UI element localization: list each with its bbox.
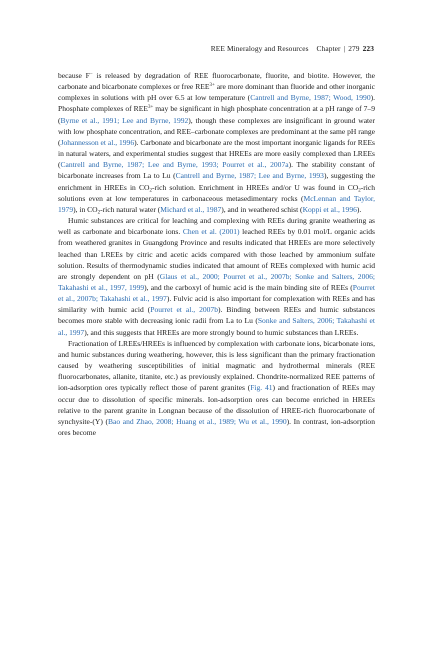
text-run: leached REEs by 0.01 mol/L organic acids from weathered granites in Guangdong Province and results indicated that HREEs are more selectively leached than LREEs by citric and acetic acids compared with those leached by ammonium sulfate solution. Results of thermodynamic studies indicated that amount of REEs complexed with humic acid are strongly dependent on pH ( (58, 227, 375, 281)
text-run: ). Phosphate complexes of REE (58, 93, 375, 114)
paragraph (58, 70, 375, 215)
citation-link[interactable]: McLennan and Taylor, 1979 (58, 193, 375, 214)
citation-link[interactable]: Chen et al. (2001) (182, 227, 240, 237)
text-run: -rich natural water ( (100, 204, 161, 214)
subscript: 2 (149, 188, 152, 194)
text-run: ). Binding between REEs and humic substances becomes more stable with decreasing ionic radii from La to Lu ( (58, 305, 375, 326)
page-number: 223 (362, 44, 374, 53)
citation-link[interactable]: Glaus et al., 2000; Pourret et al., 2007b; Sonke and Salters, 2006; Takahashi et al., 1997, 1999 (58, 271, 375, 292)
text-run: because F (58, 71, 90, 80)
chapter-label: Chapter (316, 44, 341, 53)
citation-link[interactable]: Cantrell and Byrne, 1987; Wood, 1990 (250, 93, 371, 103)
text-run: are more dominant than fluoride and other inorganic complexes in solutions with pH over 6.5 at low temperature ( (58, 82, 375, 103)
text-run: -rich solutions even at low temperatures in carbonaceous metasedimentary rocks ( (58, 182, 376, 203)
text-run: ), though these complexes are insignificant in ground water with low phosphate concentration, and REE–carbonate complexes are predominant at the same pH range ( (58, 115, 376, 147)
text-run: ) and fractionation of REEs may occur due to dissolution of specific minerals. Ion-adsorption ores can become enriched in HREEs relative to the parent granite in Longnan because of the dissolution of HREE-rich fluorocarbonate of synchysite-(Y) ( (58, 383, 375, 426)
citation-link[interactable]: Johannesson et al., 1996 (60, 137, 135, 147)
chapter-number: 279 (348, 44, 360, 53)
text-run: ), in CO (73, 204, 98, 214)
text-run: ). (356, 204, 362, 214)
subscript: 2 (97, 210, 101, 216)
text-run: -rich solution. Enrichment in HREEs and/or U was found in CO (151, 182, 359, 192)
paragraph (58, 338, 375, 438)
paragraph (58, 215, 375, 338)
text-run: Humic substances are critical for leaching and complexing with REEs during granite weathering as well as carbonate and bicarbonate ions. (58, 216, 375, 237)
text-run: ). The stability constant of bicarbonate increases from La to Lu ( (58, 160, 375, 181)
superscript: 3+ (209, 83, 215, 89)
citation-link[interactable]: Cantrell and Byrne, 1987; Lee and Byrne, 1993; Pourret et al., 2007a (60, 160, 289, 170)
subscript: 2 (358, 188, 361, 194)
text-run: is released by degradation of REE fluorocarbonate, fluorite, and biotite. However, the carbonate and bicarbonate complexes or free REE (58, 71, 376, 92)
text-run: Fractionation of LREEs/HREEs is influenced by complexation with carbonate ions, bicarbonate ions, and humic substances during weathering, however, this is less significant than the primary fractionation caused by weathering susceptibilities of initial magmatic and hydrothermal minerals (REE fluorocarbonates, allanite, titanite, etc.) as previously explained. Chondrite-normalized REE patterns of ion-adsorption ores typically reflect those of parent granites ( (58, 338, 375, 393)
text-run: ), and the carboxyl of humic acid is the main binding site of REEs ( (144, 282, 353, 292)
superscript: − (89, 72, 93, 77)
citation-link[interactable]: Pourret et al., 2007b (150, 305, 218, 315)
text-run: ). Carbonate and bicarbonate are the most important inorganic ligands for REEs in natural waters, and experimental studies suggest that HREEs are more easily complexed than LREEs ( (58, 137, 375, 170)
superscript: 3+ (147, 105, 154, 111)
text-run: ), and this suggests that HREEs are more strongly bound to humic substances than LREEs. (84, 327, 359, 337)
citation-link[interactable]: Fig. 41 (250, 383, 273, 393)
text-run: may be significant in high phosphate concentration at a pH range of 7–9 ( (58, 104, 376, 125)
citation-link[interactable]: Sonke and Salters, 2006; Takahashi et al., 1997 (58, 316, 375, 337)
header-divider: | (343, 44, 346, 53)
header-separator (312, 44, 314, 53)
running-header (211, 44, 374, 53)
citation-link[interactable]: Koppi et al., 1996 (302, 204, 357, 214)
text-run: ). Fulvic acid is also important for complexation with REEs and has similarity with humic acid ( (58, 294, 375, 315)
citation-link[interactable]: Cantrell and Byrne, 1987; Lee and Byrne, 1993 (175, 171, 324, 181)
book-title: REE Mineralogy and Resources (210, 44, 309, 53)
citation-link[interactable]: Michard et al., 1987 (160, 204, 222, 214)
body-text (58, 70, 375, 438)
text-run: ), suggesting the enrichment in HREEs in CO (58, 171, 375, 192)
citation-link[interactable]: Byrne et al., 1991; Lee and Byrne, 1992 (60, 115, 189, 125)
text-run: ). In contrast, ion-adsorption ores become (58, 416, 375, 437)
text-run: ), and in weathered schist ( (221, 204, 303, 214)
citation-link[interactable]: Pourret et al., 2007b; Takahashi et al., 1997 (58, 282, 375, 304)
citation-link[interactable]: Bao and Zhao, 2008; Huang et al., 1989; Wu et al., 1990 (107, 416, 287, 426)
